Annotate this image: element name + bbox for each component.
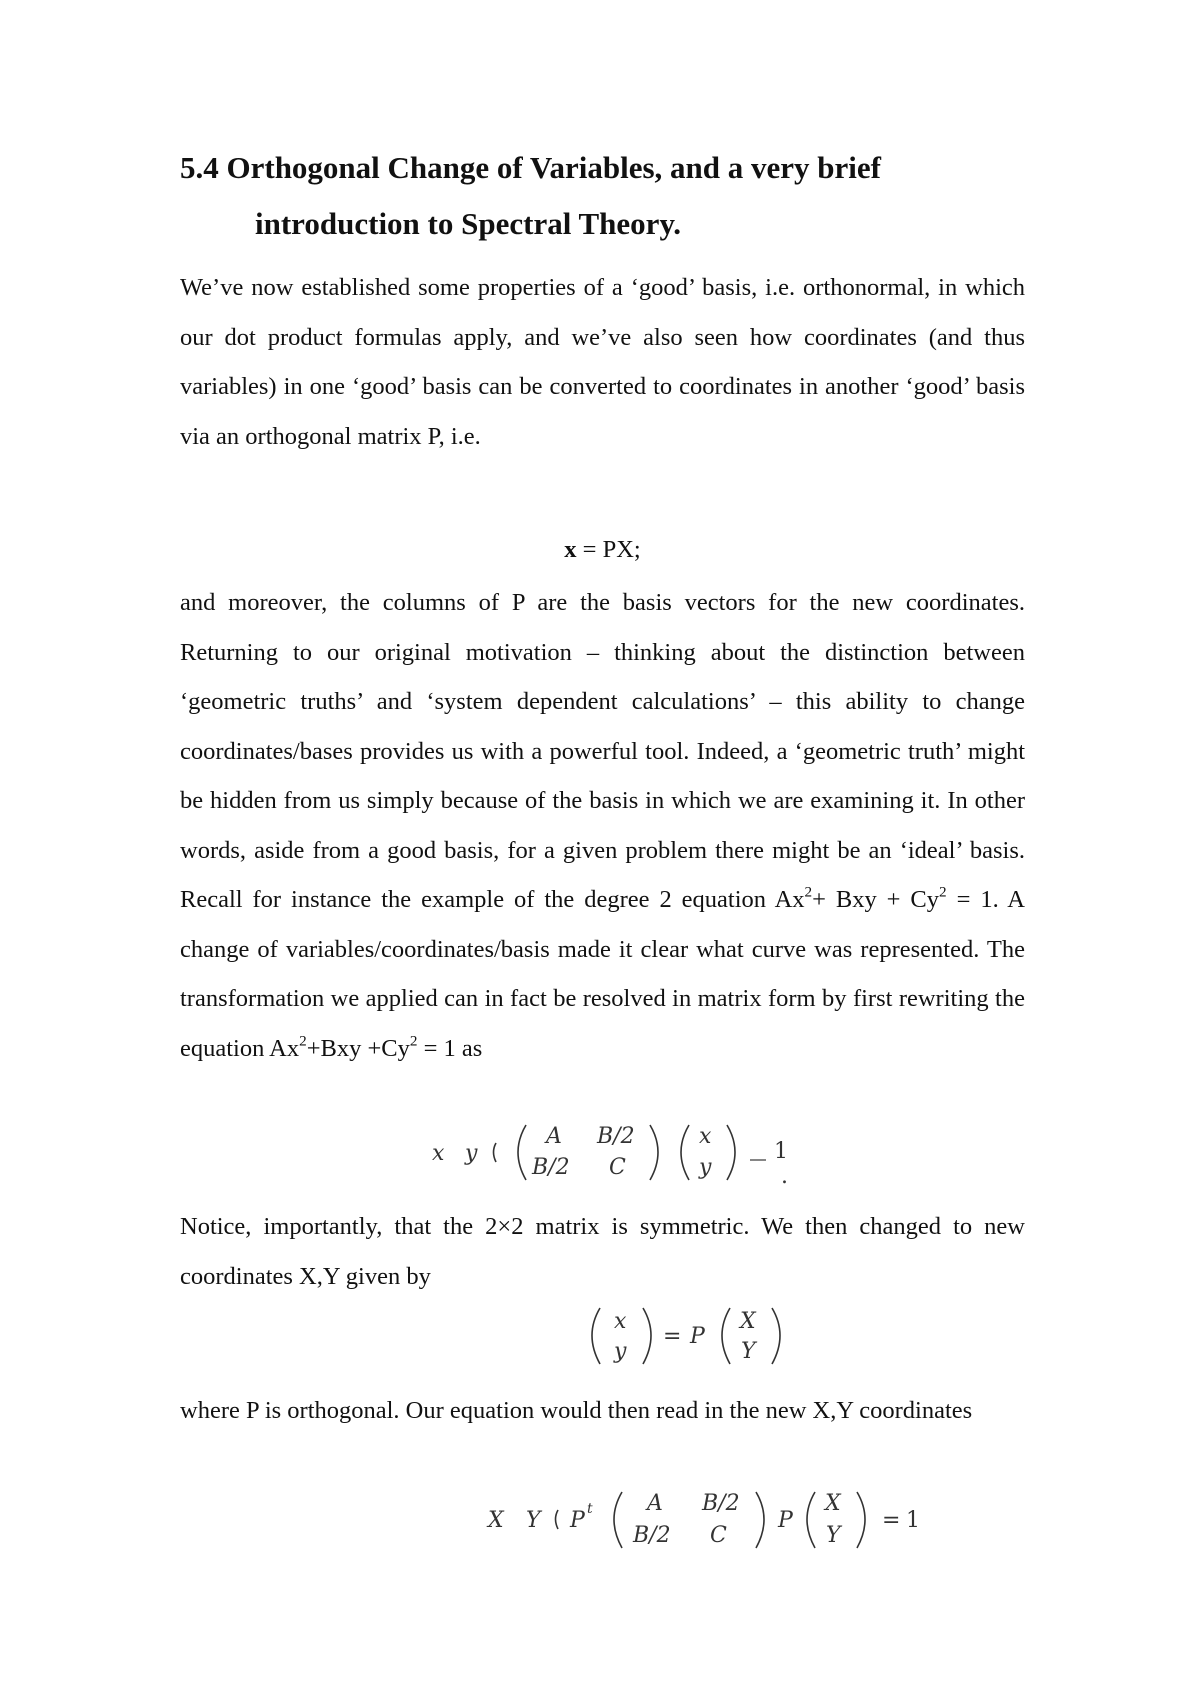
eq4-m22: C xyxy=(710,1523,727,1548)
para2-text-b: + Bxy + Cy xyxy=(812,886,940,913)
eq3-matrix-p: P xyxy=(690,1324,705,1349)
eq3-rhs-X: X xyxy=(740,1309,756,1334)
eq2-col-y: y xyxy=(699,1155,712,1180)
eq2-m12: B/2 xyxy=(597,1124,635,1149)
eq2-period: . xyxy=(781,1164,788,1189)
eq4-transpose-sup: t xyxy=(587,1501,593,1517)
eq3-rhs-Y: Y xyxy=(741,1339,756,1364)
eq4-matrix-p: P xyxy=(778,1508,793,1533)
eq4-equals: = xyxy=(882,1508,901,1533)
eq2-m21: B/2 xyxy=(532,1155,570,1180)
para2-text-a: and moreover, the columns of P are the basis vectors for the new coordinates. Returning to our original motivation – thinking about the distinction between ‘geometric truths’ and ‘system dependent calculations’ – this ability to change coordinates/bases provides us with a powerful tool. Indeed, a ‘geometric truth’ might be hidden from us simply because of the basis in which we are examining it. In other words, aside from a good basis, for a given problem there might be an ‘ideal’ basis. Recall for instance the example of the degree 2 equation Ax xyxy=(180,589,1025,913)
eq4-col-Y: Y xyxy=(826,1523,841,1548)
eq3-equals: = xyxy=(663,1324,682,1349)
paren-right xyxy=(756,1492,764,1548)
paragraph-intro: We’ve now established some properties of a ‘good’ basis, i.e. orthonormal, in which our dot product formulas apply, and we’ve also seen how coordinates (and thus variables) in one ‘good’ basis can be converted to coordinates in another ‘good’ basis via an orthogonal matrix P, i.e. xyxy=(180,274,1025,450)
paragraph-symmetric: Notice, importantly, that the 2×2 matrix is symmetric. We then changed to new coordinates X,Y given by xyxy=(180,1213,1025,1290)
eq2-row-x: x xyxy=(432,1141,445,1166)
eq4-m12: B/2 xyxy=(702,1491,740,1516)
eq2-m22: C xyxy=(609,1155,626,1180)
eq2-row-y: y xyxy=(465,1141,478,1166)
paren-right xyxy=(556,1510,559,1529)
paragraph-orthogonal: where P is orthogonal. Our equation would then read in the new X,Y coordinates xyxy=(180,1397,973,1424)
eq4-m11: A xyxy=(647,1491,663,1516)
eq3-lhs-x: x xyxy=(614,1309,627,1334)
paren-left xyxy=(614,1492,622,1548)
heading-line-1: 5.4 Orthogonal Change of Variables, and a very brief xyxy=(180,150,881,185)
eq1-rhs: = PX; xyxy=(576,536,641,563)
eq3-lhs-y: y xyxy=(614,1339,627,1364)
eq2-rhs: 1 xyxy=(774,1139,788,1164)
superscript: 2 xyxy=(299,1031,307,1049)
heading-line-2: introduction to Spectral Theory. xyxy=(255,206,681,241)
paren-right xyxy=(857,1492,865,1548)
paren-left xyxy=(807,1492,815,1548)
eq4-m21: B/2 xyxy=(633,1523,671,1548)
eq4-row-X: X xyxy=(488,1508,504,1533)
para2-text-c: = 1. A change of variables/coordinates/basis made it clear what curve was represented. The transformation we applied can in fact be resolved in matrix form by first rewriting the equation Ax xyxy=(180,886,1025,1062)
para2-text-e: = 1 as xyxy=(417,1034,483,1062)
superscript: 2 xyxy=(804,883,813,901)
eq4-row-Y: Y xyxy=(526,1508,541,1533)
eq2-m11: A xyxy=(546,1124,562,1149)
eq2-col-x: x xyxy=(699,1124,712,1149)
eq4-matrix-p-transpose: P xyxy=(570,1508,585,1533)
eq4-rhs: 1 xyxy=(906,1508,920,1533)
eq4-col-X: X xyxy=(825,1491,841,1516)
eq1-lhs: x xyxy=(564,536,577,563)
superscript: 2 xyxy=(409,1031,418,1049)
para2-text-d: +Bxy +Cy xyxy=(306,1034,410,1062)
superscript: 2 xyxy=(939,883,947,901)
